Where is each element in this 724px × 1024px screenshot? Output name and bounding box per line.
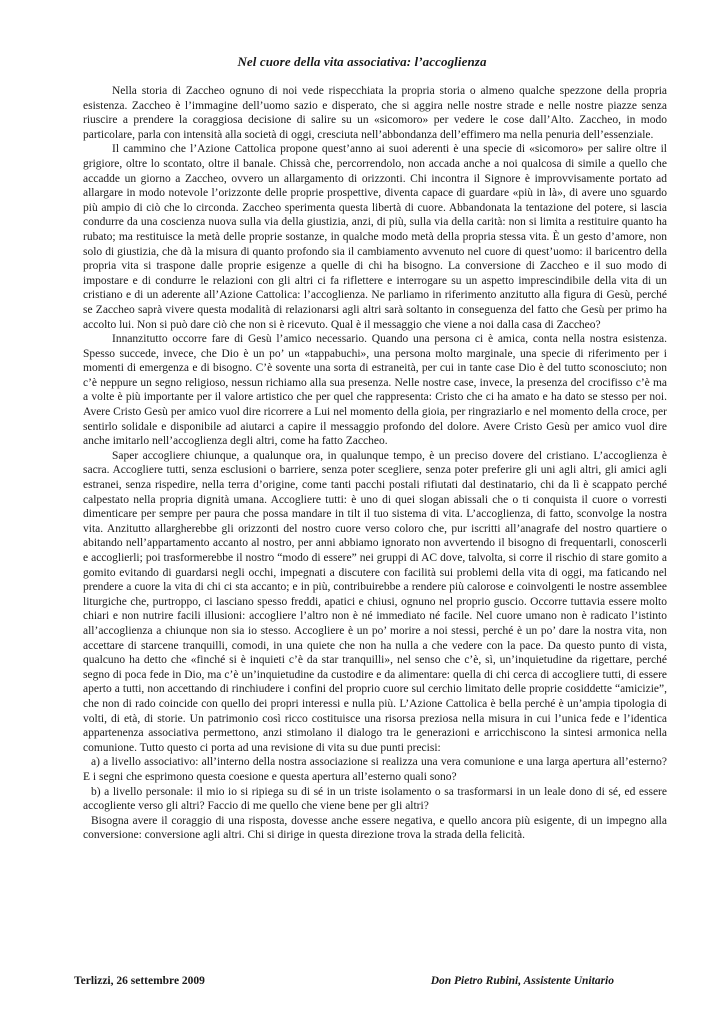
- paragraph-accoglienza: Saper accogliere chiunque, a qualunque ora, in qualunque tempo, è un preciso dovere del cristiano. L’accoglienza è sacra. Accogliere tutti, senza esclusioni o barriere, senza poter scegliere, senza poter preferire gli uni agli altri, gli amici agli estranei, senza rispedire, nella terra d’origine, come tanti pacchi postali rifiutati dal destinatario, chi da lì è scappato perché calpestato nella propria dignità umana. Accogliere tutti: è uno di quei slogan abissali che o ti conquista il cuore o vorresti dimenticare per sempre per paura che possa mandare in tilt il tuo sistema di vita. L’accoglienza, di fatto, sconvolge la nostra vita. Anzitutto allargherebbe gli orizzonti del nostro cuore verso coloro che, pur iscritti all’anagrafe del nostro quartiere o abitando nell’appartamento accanto al nostro, per anni abbiamo ignorato non avvertendo il bisogno di frequentarli, conoscerli e accoglierli; poi trasformerebbe il nostro “modo di essere” nei gruppi di AC dove, talvolta, si corre il rischio di stare gomito a gomito evitando di guardarsi negli occhi, impegnati a discutere con facilità sui problemi della vita di oggi, ma faticando nel prendere a cuore la vita di chi ci sta accanto; e in più, contribuirebbe a rendere più calorose e coinvolgenti le nostre assemblee liturgiche che, purtroppo, ci lasciano spesso freddi, apatici e chiusi, ognuno nel proprio guscio. Occorre tuttavia essere molto chiari e non nutrire facili illusioni: accogliere l’altro non è né immediato né facile. Nel cuore umano non è radicato l’istinto all’accoglienza a chiunque non sia io stesso. Accogliere è un po’ morire a noi stessi, perché è un po’ dare la nostra vita, non accettare di starcene tranquilli, comodi, in una quiete che non ha nulla a che vedere con la pace. Da questo punto di vista, qualcuno ha detto che «finché si è inquieti c’è da star tranquilli», nel senso che c’è, sì, un’inquietudine da rigettare, perché segno di poca fede in Dio, ma c’è un’inquietudine da custodire e da alimentare: quella di chi cerca di accogliere tutti, di essere aperto a tutti, non accettando di rinchiudere i confini del proprio cuore sul cerchio limitato delle proprie cosiddette “amicizie”, che non di rado coincide con quello dei propri interessi e nulla più. L’Azione Cattolica è bella perché è un’ampia tipologia di volti, di età, di storie. Un patrimonio così ricco costituisce una risorsa preziosa nella misura in cui l’unica fede e l’identica appartenenza associativa permettono, anzi stimolano il dialogo tra le generazioni e arricchiscono la sintesi armonica nella comunione. Tutto questo ci porta ad una revisione di vita su due punti precisi:: [83, 449, 667, 754]
- page-title: Nel cuore della vita associativa: l’accoglienza: [237, 54, 487, 69]
- list-item-associativo: [83, 755, 667, 784]
- paragraph-intro: Nella storia di Zaccheo ognuno di noi vede rispecchiata la propria storia o almeno qualche spezzone della propria esistenza. Zaccheo è l’immagine dell’uomo sazio e disperato, che si aggira nelle nostre strade e nelle nostre piazze senza riuscire a prendere la coraggiosa decisione di salire su un «sicomoro» per vedere le cose dall’Alto. Zaccheo, in modo particolare, parla con intensità alla società di oggi, cresciuta nell’abbondanza dell’effimero ma nella penuria dell’essenziale.: [83, 85, 667, 141]
- list-item-personale: [83, 785, 667, 814]
- paragraph-cammino: Il cammino che l’Azione Cattolica propone quest’anno ai suoi aderenti è una specie di «sicomoro» per salire oltre il grigiore, oltre lo scontato, oltre il banale. Chissà che, percorrendolo, non accada anche a noi qualcosa di simile a quello che accadde un giorno a Zaccheo, ovvero un allargamento di orizzonti. Chi incontra il Signore è improvvisamente portato ad allargare in modo notevole l’orizzonte delle proprie prospettive, diventa capace di guardare «più in là», di avere uno sguardo più ampio di ciò che lo circonda. Zaccheo sperimenta questa libertà di cuore. Abbandonata la tentazione del potere, si lascia condurre da una coscienza nuova sulla via della giustizia, anzi, di più, sulla via della carità: non si limita a restituire quanto ha rubato; ma restituisce la metà delle proprie sostanze, in qualche modo metà della propria stessa vita. È un gesto d’amore, non solo di giustizia, che dà la misura di quanto profondo sia il cambiamento avvenuto nel cuore di quest’uomo: il baricentro della propria vita si traspone dalle proprie esigenze a quelle di chi ha bisogno. La conversione di Zaccheo e il suo modo di impostare e di condurre le relazioni con gli altri ci fa riflettere e interrogare su un aspetto imprescindibile della vita di un cristiano e di un aderente all’Azione Cattolica: l’accoglienza. Ne parliamo in riferimento anzitutto alla figura di Gesù, perché se Zaccheo saprà vivere questa modalità di relazionarsi agli altri sarà soltanto in conseguenza del fatto che Gesù per primo ha accolto lui. Non si può dare ciò che non si è ricevuto. Qual è il messaggio che viene a noi dalla casa di Zaccheo?: [83, 143, 667, 331]
- list-item-text: b) a livello personale: il mio io si ripiega su di sé in un triste isolamento o sa trasformarsi in un leale dono di sé, ed essere accogliente verso gli altri? Faccio di me quello che viene bene per gli altri?: [83, 785, 667, 813]
- list-item-text: a) a livello associativo: all’interno della nostra associazione si realizza una vera comunione e una larga apertura all’esterno? E i segni che esprimono questa coesione e questa apertura all’esterno quali sono?: [83, 756, 667, 783]
- paragraph-closing: [83, 814, 667, 843]
- paragraph-amico: Innanzitutto occorre fare di Gesù l’amico necessario. Quando una persona ci è amica, conta nella nostra esistenza. Spesso succede, invece, che Dio è un po’ un «tappabuchi», una persona molto marginale, una specie di riferimento per i momenti di emergenza e di bisogno. C’è sovente una sorta di estraneità, per cui in tante case Dio è del tutto sconosciuto; non c’è neppure un segno religioso, nessun richiamo alla sua presenza. Nelle nostre case, invece, la presenza del crocifisso c’è ma a volte è più importante per il valore artistico che per quel che rappresenta: Cristo che ci ha amato e ha dato se stesso per noi. Avere Cristo Gesù per amico vuol dire ricorrere a Lui nel momento della gioia, per ringraziarlo e nel momento della croce, per sentirlo solidale e disponibile ad aiutarci a capire il messaggio profondo del dolore. Avere Cristo Gesù per amico vuol dire anche imitarlo nell’accoglienza degli altri, come ha fatto Zaccheo.: [83, 333, 667, 448]
- document-body: [83, 84, 667, 843]
- place-date: Terlizzi, 26 settembre 2009: [74, 975, 205, 987]
- signature: Don Pietro Rubini, Assistente Unitario: [430, 975, 614, 987]
- closing-text: Bisogna avere il coraggio di una risposta, dovesse anche essere negativa, e quello ancora più esigente, di un impegno alla conversione: conversione agli altri. Chi si dirige in questa direzione trova la strada della felicità.: [83, 814, 667, 842]
- document-footer: [74, 975, 614, 991]
